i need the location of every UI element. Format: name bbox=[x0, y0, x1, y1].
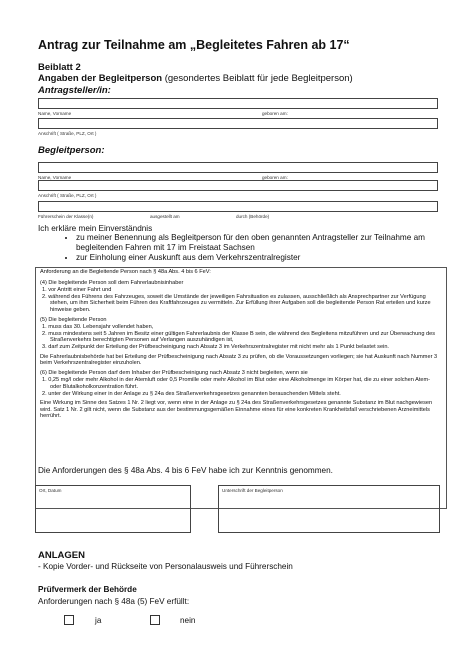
req-p6-1: 1. 0,25 mg/l oder mehr Alkohol in der Atemluft oder 0,5 Promille oder mehr Alkohol im Blut oder eine Alkoholmenge im Körper hat, die zu einer solchen Atem- oder Blutalkoholkonzentration führt. bbox=[42, 377, 431, 390]
place-date-field[interactable] bbox=[35, 485, 191, 533]
begleitperson-born-label: geboren am: bbox=[262, 175, 288, 180]
req-head: Anforderung an die Begleitende Person nach § 48a Abs. 4 bis 6 FeV: bbox=[40, 269, 211, 275]
nein-label: nein bbox=[180, 616, 196, 625]
ja-checkbox[interactable] bbox=[64, 615, 74, 625]
subtitle-bold: Angaben der Begleitperson bbox=[38, 73, 163, 84]
license-class-label: Führerschein der Klasse(n) bbox=[38, 214, 94, 219]
antragsteller-address-field[interactable] bbox=[38, 118, 438, 129]
signature-field[interactable] bbox=[218, 485, 440, 533]
req-p6-intro: (6) Die begleitende Person darf dem Inhaber der Prüfbescheinigung nach Absatz 3 nicht begleiten, wenn sie bbox=[40, 369, 308, 376]
antragsteller-heading: Antragsteller/in: bbox=[38, 85, 111, 96]
ja-label: ja bbox=[95, 616, 102, 625]
consent-list bbox=[64, 233, 432, 263]
req-p6-2: 2. unter der Wirkung einer in der Anlage zu § 24a des Straßenverkehrsgesetzes genannten berauschenden Mittels steht. bbox=[42, 390, 341, 397]
consent-bullet-2: • zur Einholung einer Auskunft aus dem Verkehrszentralregister bbox=[76, 253, 432, 263]
beiblatt-label: Beiblatt 2 bbox=[38, 62, 81, 73]
antragsteller-name-field[interactable] bbox=[38, 98, 438, 109]
acknowledge-text: Die Anforderungen des § 48a Abs. 4 bis 6 FeV habe ich zur Kenntnis genommen. bbox=[38, 466, 333, 475]
place-date-label: Ort, Datum bbox=[39, 488, 62, 493]
subtitle bbox=[38, 73, 353, 84]
begleitperson-address-field[interactable] bbox=[38, 180, 438, 191]
license-issued-label: ausgestellt am bbox=[150, 214, 180, 219]
begleitperson-address-label: Anschrift ( Straße, PLZ, Ort ) bbox=[38, 193, 97, 198]
req-p4-1: 1. vor Antritt einer Fahrt und bbox=[42, 287, 112, 294]
req-p5-1: 1. muss das 30. Lebensjahr vollendet haben, bbox=[42, 324, 154, 331]
begleitperson-name-field[interactable] bbox=[38, 162, 438, 173]
subtitle-rest: (gesondertes Beiblatt für jede Begleitperson) bbox=[162, 73, 353, 84]
form-title: Antrag zur Teilnahme am „Begleitetes Fahren ab 17“ bbox=[38, 38, 350, 52]
anlagen-item: - Kopie Vorder- und Rückseite von Personalausweis und Führerschein bbox=[38, 562, 293, 571]
req-p4-2: 2. während des Führens des Fahrzeuges, soweit die Umstände der jeweiligen Fahrsituation es zulassen, ausschließlich als Ansprechpartner zur Verfügung stehen, um ihm Sicherheit beim Führen des Kraftfahrzeuges zu vermitteln. Zur Erfüllung ihrer Aufgaben soll die begleitende Person Rat erteilen und kurze hinweise geben. bbox=[42, 293, 431, 313]
req-p5-2: 2. muss mindestens seit 5 Jahren im Besitz einer gültigen Fahrerlaubnis der Klasse B sein, die während des Begleitens mitzuführen und zur Überwachung des Straßenverkehrs berechtigten Personen auf Verlangen auszuhändigen ist, bbox=[42, 330, 436, 344]
antragsteller-born-label: geboren am: bbox=[262, 111, 288, 116]
begleitperson-heading: Begleitperson: bbox=[38, 145, 105, 156]
begleitperson-license-field[interactable] bbox=[38, 201, 438, 212]
req-p5-3: 3. darf zum Zeitpunkt der Erteilung der Prüfbescheinigung nach Absatz 3 im Verkehrszentralregister mit nicht mehr als 1 Punkt belastet sein. bbox=[42, 343, 389, 350]
license-authority-label: durch (Behörde) bbox=[236, 214, 270, 219]
consent-intro: Ich erkläre mein Einverständnis bbox=[38, 224, 153, 233]
req-p6-after: Eine Wirkung im Sinne des Satzes 1 Nr. 2 liegt vor, wenn eine in der Anlage zu § 24a des Straßenverkehrsgesetzes genannte Substanz im Blut nachgewiesen wird. Satz 1 Nr. 2 gilt nicht, wenn die Substanz aus der bestimmungsgemäßen Einnahme eines für eine konkreten Krankheitsfall verschriebenen Arzneimittels herrührt. bbox=[40, 400, 433, 420]
req-p4-intro: (4) Die begleitende Person soll dem Fahrerlaubnisinhaber bbox=[40, 279, 184, 286]
antragsteller-name-label: Name, Vorname bbox=[38, 111, 72, 116]
pruef-heading: Prüfvermerk der Behörde bbox=[38, 585, 137, 594]
signature-label: Unterschrift der Begleitperson bbox=[222, 488, 283, 493]
req-p5-intro: (5) Die begleitende Person bbox=[40, 316, 107, 323]
pruef-line: Anforderungen nach § 48a (5) FeV erfüllt: bbox=[38, 597, 190, 606]
begleitperson-name-label: Name, Vorname bbox=[38, 175, 72, 180]
consent-bullet-1: • zu meiner Benennung als Begleitperson für den oben genannten Antragsteller zur Teilnahme am begleitenden Fahren mit 17 im Freistaat Sachsen bbox=[76, 233, 432, 253]
nein-checkbox[interactable] bbox=[150, 615, 160, 625]
req-p5-after: Die Fahrerlaubnisbehörde hat bei Erteilung der Prüfbescheinigung nach Absatz 3 zu prüfen, ob die Voraussetzungen vorliegen; sie hat Auskunft nach Nummer 3 beim Verkehrszentralregister einzuholen. bbox=[40, 353, 438, 367]
anlagen-heading: ANLAGEN bbox=[38, 550, 85, 561]
antragsteller-address-label: Anschrift ( Straße, PLZ, Ort ) bbox=[38, 131, 97, 136]
